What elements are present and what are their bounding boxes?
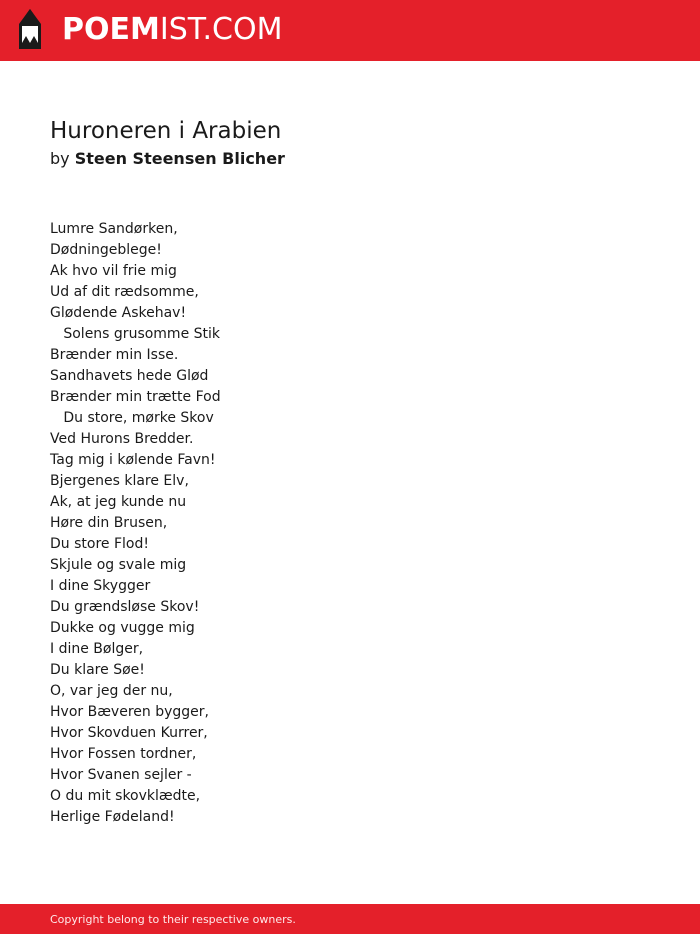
poem-line: Dukke og vugge mig [50, 620, 195, 636]
footer-bar [0, 904, 700, 934]
poem-line: O du mit skovklædte, [50, 788, 201, 804]
poem-line: Hvor Bæveren bygger, [50, 704, 209, 720]
poem-author: Steen Steensen Blicher [74, 149, 285, 168]
poem-line: Sandhavets hede Glød [50, 368, 209, 384]
poem-line: Hvor Skovduen Kurrer, [50, 725, 208, 741]
logo-text-light: IST.COM [159, 12, 283, 47]
site-logo-text [62, 8, 282, 52]
pencil-icon [18, 9, 42, 51]
poem-line: Du klare Søe! [50, 662, 145, 678]
logo-text-bold: POEM [62, 12, 160, 47]
poem-line: Skjule og svale mig [50, 557, 187, 573]
poem-line: Hvor Fossen tordner, [50, 746, 197, 762]
poem-line: I dine Bølger, [50, 641, 144, 657]
poem-line: Hvor Svanen sejler - [50, 767, 192, 783]
poem-line: Ak, at jeg kunde nu [50, 494, 187, 510]
poem-body [50, 219, 221, 828]
poem-line: Brænder min trætte Fod [50, 389, 221, 405]
poem-line: Du store, mørke Skov [50, 410, 214, 426]
site-logo-link[interactable] [18, 8, 282, 52]
poem-line: Ak hvo vil frie mig [50, 263, 177, 279]
header-bar [0, 0, 700, 61]
byline-prefix: by [50, 149, 70, 168]
poem-line: Glødende Askehav! [50, 305, 187, 321]
poem-line: Lumre Sandørken, [50, 221, 178, 237]
poem-line: Solens grusomme Stik [50, 326, 221, 342]
poem-line: Høre din Brusen, [50, 515, 168, 531]
poem-line: Tag mig i kølende Favn! [50, 452, 216, 468]
poem-title: Huroneren i Arabien [50, 118, 282, 144]
poem-line: Du grændsløse Skov! [50, 599, 200, 615]
copyright-notice: Copyright belong to their respective owners. [50, 913, 296, 926]
poem-line: Du store Flod! [50, 536, 149, 552]
poem-line: Ud af dit rædsomme, [50, 284, 199, 300]
poem-line: Brænder min Isse. [50, 347, 179, 363]
poem-line: Dødningeblege! [50, 242, 162, 258]
poem-line: O, var jeg der nu, [50, 683, 173, 699]
poem-line: Herlige Fødeland! [50, 809, 175, 825]
poem-line: I dine Skygger [50, 578, 151, 594]
poem-byline [50, 148, 285, 170]
poem-line: Bjergenes klare Elv, [50, 473, 189, 489]
poem-line: Ved Hurons Bredder. [50, 431, 194, 447]
